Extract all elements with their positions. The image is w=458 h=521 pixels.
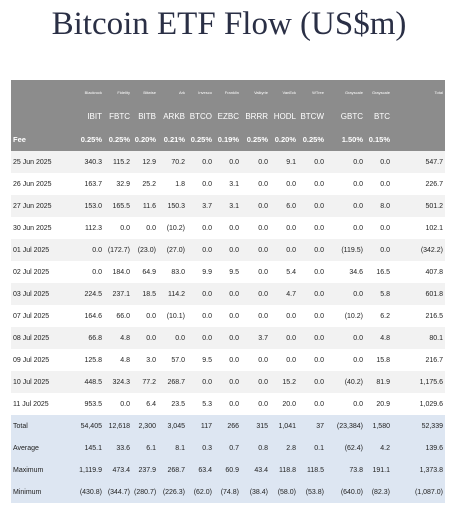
stat-cell: (226.3) (158, 481, 187, 503)
flow-cell: 3.1 (214, 173, 241, 195)
flow-cell: 0.0 (187, 173, 214, 195)
flow-cell: 0.0 (132, 327, 158, 349)
stat-cell: 1,119.9 (73, 459, 104, 481)
flow-cell: 20.0 (270, 393, 298, 415)
flow-cell: 4.8 (104, 349, 132, 371)
fee-row (11, 128, 445, 151)
flow-cell: 112.3 (73, 217, 104, 239)
issuer-label: Invesco (187, 80, 214, 104)
flow-cell: (119.5) (326, 239, 365, 261)
flow-cell: 0.0 (214, 151, 241, 173)
flow-cell: 0.0 (298, 305, 326, 327)
ticker-label: HODL (270, 104, 298, 128)
flow-cell: 0.0 (326, 151, 365, 173)
table-row (11, 283, 445, 305)
flow-cell: 0.0 (365, 239, 392, 261)
stat-total: 52,339 (392, 415, 445, 437)
stat-cell: (280.7) (132, 481, 158, 503)
flow-cell: 0.0 (214, 239, 241, 261)
flow-cell: 0.0 (187, 217, 214, 239)
flow-cell: 184.0 (104, 261, 132, 283)
flow-cell: (10.2) (158, 217, 187, 239)
total-column-header: Total (392, 80, 445, 104)
flow-cell: 0.0 (241, 393, 270, 415)
stat-cell: 0.7 (214, 437, 241, 459)
flow-cell: 953.5 (73, 393, 104, 415)
stat-cell: 54,405 (73, 415, 104, 437)
flow-cell: 0.0 (104, 393, 132, 415)
flow-cell: 0.0 (158, 327, 187, 349)
flow-cell: 5.3 (187, 393, 214, 415)
flow-cell: 0.0 (132, 217, 158, 239)
stat-label: Total (11, 415, 73, 437)
fee-value: 0.15% (365, 128, 392, 151)
flow-cell: 0.0 (365, 173, 392, 195)
flow-cell: 0.0 (241, 305, 270, 327)
row-total: 1,175.6 (392, 371, 445, 393)
table-row (11, 371, 445, 393)
flow-cell: (172.7) (104, 239, 132, 261)
stat-cell: 37 (298, 415, 326, 437)
flow-cell: 0.0 (326, 349, 365, 371)
stat-cell: 73.8 (326, 459, 365, 481)
fee-value: 1.50% (326, 128, 365, 151)
issuer-label: Grayscale (365, 80, 392, 104)
row-date: 08 Jul 2025 (11, 327, 73, 349)
stat-cell: 0.1 (298, 437, 326, 459)
flow-cell: 5.4 (270, 261, 298, 283)
flow-cell: 6.0 (270, 195, 298, 217)
flow-cell: 0.0 (298, 261, 326, 283)
stat-row (11, 415, 445, 437)
row-total: 226.7 (392, 173, 445, 195)
stat-cell: 0.8 (241, 437, 270, 459)
stat-cell: (58.0) (270, 481, 298, 503)
flow-cell: 0.0 (241, 261, 270, 283)
table-row (11, 195, 445, 217)
flow-cell: 0.0 (365, 151, 392, 173)
ticker-label: BTCW (298, 104, 326, 128)
stat-cell: 4.2 (365, 437, 392, 459)
row-total: 601.8 (392, 283, 445, 305)
row-date: 11 Jul 2025 (11, 393, 73, 415)
etf-flow-table (11, 80, 445, 503)
flow-cell: 8.0 (365, 195, 392, 217)
stat-cell: (23,384) (326, 415, 365, 437)
stat-cell: 1,041 (270, 415, 298, 437)
table-row (11, 327, 445, 349)
flow-cell: 20.9 (365, 393, 392, 415)
flow-cell: 0.0 (214, 305, 241, 327)
flow-cell: 0.0 (298, 239, 326, 261)
flow-cell: 0.0 (326, 195, 365, 217)
flow-cell: 6.2 (365, 305, 392, 327)
flow-cell: 0.0 (241, 349, 270, 371)
table-row (11, 239, 445, 261)
flow-cell: 5.8 (365, 283, 392, 305)
flow-cell: 0.0 (298, 371, 326, 393)
stat-cell: 1,580 (365, 415, 392, 437)
flow-cell: 70.2 (158, 151, 187, 173)
issuer-header-row (11, 80, 445, 104)
flow-cell: 3.0 (132, 349, 158, 371)
table-row (11, 349, 445, 371)
flow-cell: 164.6 (73, 305, 104, 327)
table-row (11, 393, 445, 415)
flow-cell: 0.0 (214, 371, 241, 393)
row-total: 501.2 (392, 195, 445, 217)
flow-cell: 77.2 (132, 371, 158, 393)
fee-value: 0.25% (187, 128, 214, 151)
flow-cell: 0.0 (270, 173, 298, 195)
row-date: 03 Jul 2025 (11, 283, 73, 305)
flow-cell: 11.6 (132, 195, 158, 217)
issuer-label: VanEck (270, 80, 298, 104)
stat-row (11, 481, 445, 503)
issuer-label: Valkyrie (241, 80, 270, 104)
fee-value: 0.19% (214, 128, 241, 151)
flow-cell: 0.0 (326, 327, 365, 349)
flow-cell: 237.1 (104, 283, 132, 305)
fee-value: 0.25% (73, 128, 104, 151)
fee-value: 0.25% (104, 128, 132, 151)
flow-cell: 0.0 (187, 151, 214, 173)
row-date: 25 Jun 2025 (11, 151, 73, 173)
row-date: 30 Jun 2025 (11, 217, 73, 239)
stat-cell: (82.3) (365, 481, 392, 503)
flow-cell: 0.0 (241, 173, 270, 195)
ticker-label: BTC (365, 104, 392, 128)
stat-cell: 118.8 (270, 459, 298, 481)
ticker-label: BITB (132, 104, 158, 128)
page-title: Bitcoin ETF Flow (US$m) (51, 6, 407, 42)
stat-total: 139.6 (392, 437, 445, 459)
flow-cell: 0.0 (187, 327, 214, 349)
stat-cell: 473.4 (104, 459, 132, 481)
ticker-label: FBTC (104, 104, 132, 128)
row-total: 80.1 (392, 327, 445, 349)
stat-cell: (430.8) (73, 481, 104, 503)
stat-cell: 117 (187, 415, 214, 437)
flow-cell: 0.0 (298, 173, 326, 195)
ticker-header-row (11, 104, 445, 128)
flow-cell: 0.0 (298, 349, 326, 371)
row-total: 216.7 (392, 349, 445, 371)
flow-cell: 32.9 (104, 173, 132, 195)
flow-cell: 18.5 (132, 283, 158, 305)
flow-cell: 0.0 (270, 349, 298, 371)
fee-value: 0.25% (298, 128, 326, 151)
issuer-label: WTree (298, 80, 326, 104)
stat-cell: 237.9 (132, 459, 158, 481)
header-blank-cell (392, 104, 445, 128)
flow-cell: 9.5 (214, 261, 241, 283)
flow-cell: 0.0 (298, 393, 326, 415)
stat-cell: (62.0) (187, 481, 214, 503)
fee-value: 0.20% (132, 128, 158, 151)
flow-cell: 0.0 (270, 217, 298, 239)
stat-cell: 266 (214, 415, 241, 437)
stat-cell: (62.4) (326, 437, 365, 459)
flow-cell: 64.9 (132, 261, 158, 283)
flow-cell: 0.0 (187, 239, 214, 261)
stat-cell: 0.3 (187, 437, 214, 459)
flow-cell: 0.0 (187, 371, 214, 393)
stat-cell: 2,300 (132, 415, 158, 437)
flow-cell: 165.5 (104, 195, 132, 217)
flow-cell: 12.9 (132, 151, 158, 173)
header-blank-cell (392, 128, 445, 151)
header-blank-cell (11, 80, 73, 104)
stat-cell: (640.0) (326, 481, 365, 503)
flow-cell: 114.2 (158, 283, 187, 305)
flow-cell: 3.7 (187, 195, 214, 217)
stat-cell: 8.1 (158, 437, 187, 459)
row-date: 09 Jul 2025 (11, 349, 73, 371)
stat-cell: (38.4) (241, 481, 270, 503)
flow-cell: 224.5 (73, 283, 104, 305)
flow-cell: 0.0 (298, 217, 326, 239)
stat-row (11, 437, 445, 459)
row-total: 102.1 (392, 217, 445, 239)
fee-value: 0.20% (270, 128, 298, 151)
flow-cell: 0.0 (241, 151, 270, 173)
row-date: 02 Jul 2025 (11, 261, 73, 283)
row-total: 407.8 (392, 261, 445, 283)
fee-value: 0.25% (241, 128, 270, 151)
flow-cell: 81.9 (365, 371, 392, 393)
flow-cell: 0.0 (241, 195, 270, 217)
flow-cell: 0.0 (214, 217, 241, 239)
fee-value: 0.21% (158, 128, 187, 151)
flow-cell: (40.2) (326, 371, 365, 393)
flow-cell: 3.1 (214, 195, 241, 217)
flow-cell: 4.8 (104, 327, 132, 349)
stat-cell: 33.6 (104, 437, 132, 459)
flow-cell: 0.0 (365, 217, 392, 239)
flow-cell: 9.5 (187, 349, 214, 371)
flow-cell: 0.0 (132, 305, 158, 327)
flow-cell: 16.5 (365, 261, 392, 283)
table-row (11, 151, 445, 173)
flow-cell: 0.0 (241, 283, 270, 305)
ticker-label: BRRR (241, 104, 270, 128)
stat-cell: 60.9 (214, 459, 241, 481)
flow-cell: 0.0 (104, 217, 132, 239)
flow-cell: 0.0 (214, 283, 241, 305)
flow-cell: 0.0 (187, 283, 214, 305)
flow-cell: 15.8 (365, 349, 392, 371)
flow-cell: 9.9 (187, 261, 214, 283)
flow-cell: 0.0 (298, 283, 326, 305)
row-date: 26 Jun 2025 (11, 173, 73, 195)
flow-cell: 125.8 (73, 349, 104, 371)
flow-cell: 0.0 (214, 349, 241, 371)
row-date: 10 Jul 2025 (11, 371, 73, 393)
stat-cell: 12,618 (104, 415, 132, 437)
stat-cell: 268.7 (158, 459, 187, 481)
issuer-label: Fidelity (104, 80, 132, 104)
stat-cell: (344.7) (104, 481, 132, 503)
flow-cell: 9.1 (270, 151, 298, 173)
flow-cell: 0.0 (326, 217, 365, 239)
stat-cell: (74.8) (214, 481, 241, 503)
stat-label: Maximum (11, 459, 73, 481)
flow-cell: 0.0 (241, 217, 270, 239)
row-date: 07 Jul 2025 (11, 305, 73, 327)
flow-cell: 57.0 (158, 349, 187, 371)
stat-total: 1,373.8 (392, 459, 445, 481)
stat-cell: 43.4 (241, 459, 270, 481)
flow-cell: 34.6 (326, 261, 365, 283)
flow-cell: 25.2 (132, 173, 158, 195)
flow-cell: 4.8 (365, 327, 392, 349)
flow-cell: 0.0 (270, 305, 298, 327)
issuer-label: Bitwise (132, 80, 158, 104)
row-total: 216.5 (392, 305, 445, 327)
stat-cell: 6.1 (132, 437, 158, 459)
stat-cell: 191.1 (365, 459, 392, 481)
flow-cell: 23.5 (158, 393, 187, 415)
flow-cell: 0.0 (298, 151, 326, 173)
flow-cell: (10.1) (158, 305, 187, 327)
row-date: 01 Jul 2025 (11, 239, 73, 261)
ticker-label: ARKB (158, 104, 187, 128)
flow-cell: 448.5 (73, 371, 104, 393)
stat-total: (1,087.0) (392, 481, 445, 503)
flow-cell: (10.2) (326, 305, 365, 327)
flow-cell: 0.0 (326, 393, 365, 415)
issuer-label: Ark (158, 80, 187, 104)
flow-cell: 1.8 (158, 173, 187, 195)
flow-cell: 0.0 (241, 239, 270, 261)
ticker-label: GBTC (326, 104, 365, 128)
flow-cell: 340.3 (73, 151, 104, 173)
stat-label: Average (11, 437, 73, 459)
flow-cell: (23.0) (132, 239, 158, 261)
flow-cell: 153.0 (73, 195, 104, 217)
flow-cell: 6.4 (132, 393, 158, 415)
ticker-label: BTCO (187, 104, 214, 128)
stat-row (11, 459, 445, 481)
ticker-label: EZBC (214, 104, 241, 128)
flow-cell: 0.0 (73, 261, 104, 283)
flow-cell: 0.0 (270, 327, 298, 349)
flow-cell: 0.0 (214, 327, 241, 349)
table-row (11, 173, 445, 195)
flow-cell: 150.3 (158, 195, 187, 217)
flow-cell: 66.0 (104, 305, 132, 327)
stat-cell: 2.8 (270, 437, 298, 459)
header-blank-cell (11, 104, 73, 128)
flow-cell: 66.8 (73, 327, 104, 349)
flow-cell: 0.0 (73, 239, 104, 261)
table-row (11, 261, 445, 283)
flow-cell: 0.0 (214, 393, 241, 415)
issuer-label: Blackrock (73, 80, 104, 104)
flow-cell: 0.0 (270, 239, 298, 261)
flow-cell: 0.0 (241, 371, 270, 393)
flow-cell: 268.7 (158, 371, 187, 393)
row-total: (342.2) (392, 239, 445, 261)
stat-cell: 118.5 (298, 459, 326, 481)
flow-cell: 83.0 (158, 261, 187, 283)
stat-cell: 63.4 (187, 459, 214, 481)
issuer-label: Franklin (214, 80, 241, 104)
row-total: 547.7 (392, 151, 445, 173)
fee-label: Fee (11, 128, 73, 151)
flow-cell: 0.0 (187, 305, 214, 327)
row-date: 27 Jun 2025 (11, 195, 73, 217)
ticker-label: IBIT (73, 104, 104, 128)
stat-label: Minimum (11, 481, 73, 503)
stat-cell: (53.8) (298, 481, 326, 503)
flow-cell: 115.2 (104, 151, 132, 173)
flow-cell: 163.7 (73, 173, 104, 195)
flow-cell: 0.0 (326, 173, 365, 195)
flow-cell: (27.0) (158, 239, 187, 261)
stat-cell: 145.1 (73, 437, 104, 459)
stat-cell: 315 (241, 415, 270, 437)
flow-cell: 15.2 (270, 371, 298, 393)
flow-cell: 3.7 (241, 327, 270, 349)
table-row (11, 305, 445, 327)
table-row (11, 217, 445, 239)
flow-cell: 0.0 (298, 195, 326, 217)
issuer-label: Grayscale (326, 80, 365, 104)
flow-cell: 0.0 (326, 283, 365, 305)
stat-cell: 3,045 (158, 415, 187, 437)
flow-cell: 0.0 (298, 327, 326, 349)
row-total: 1,029.6 (392, 393, 445, 415)
flow-cell: 324.3 (104, 371, 132, 393)
flow-cell: 4.7 (270, 283, 298, 305)
